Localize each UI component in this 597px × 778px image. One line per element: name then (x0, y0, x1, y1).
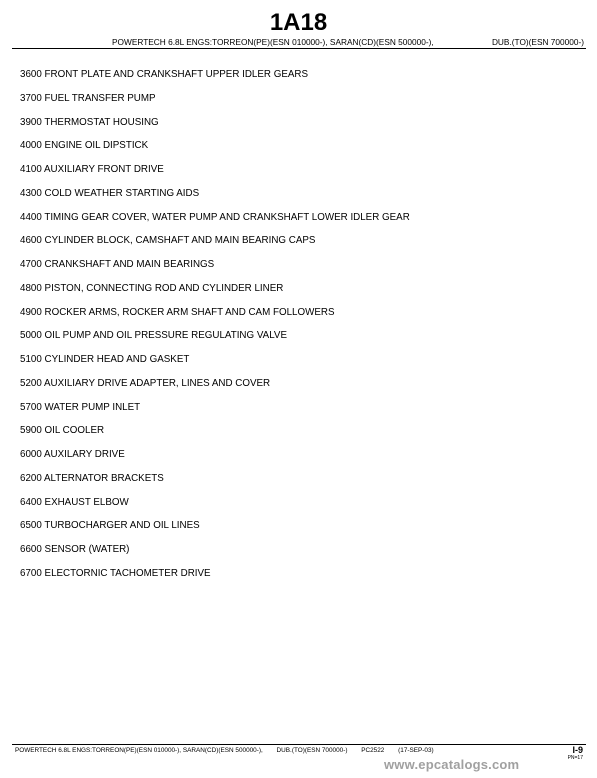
section-code: 5100 (20, 354, 42, 365)
section-title: CYLINDER BLOCK, CAMSHAFT AND MAIN BEARING CAPS (44, 235, 316, 247)
section-item[interactable] (20, 425, 580, 449)
section-code: 5700 (20, 401, 42, 413)
section-code: 3600 (20, 69, 42, 80)
footer-text (15, 747, 446, 754)
page-title: 1A18 (269, 9, 328, 36)
section-title: TIMING GEAR COVER, WATER PUMP AND CRANKSHAFT LOWER IDLER GEAR (44, 211, 410, 223)
section-title: PISTON, CONNECTING ROD AND CYLINDER LINER (44, 282, 284, 294)
section-title: THERMOSTAT HOUSING (44, 116, 159, 128)
section-code: 6400 (20, 496, 42, 508)
header-divider (12, 48, 586, 49)
section-item[interactable] (20, 449, 580, 473)
section-title: ROCKER ARMS, ROCKER ARM SHAFT AND CAM FOLLOWERS (44, 306, 335, 318)
section-title: AUXILARY DRIVE (43, 449, 125, 460)
section-code: 4000 (20, 140, 42, 152)
section-code: 4800 (20, 282, 42, 294)
section-code: 4600 (20, 235, 42, 247)
section-code: 3900 (20, 116, 42, 128)
section-code: 4300 (20, 187, 42, 199)
section-title: AUXILIARY FRONT DRIVE (43, 164, 164, 175)
section-item[interactable] (20, 188, 580, 212)
section-code: 6200 (20, 472, 42, 484)
section-item[interactable] (20, 473, 580, 497)
section-title: CYLINDER HEAD AND GASKET (44, 354, 190, 365)
section-title: COLD WEATHER STARTING AIDS (44, 187, 200, 199)
section-code: 5200 (20, 377, 42, 389)
section-title: OIL COOLER (44, 425, 105, 437)
footer-engines: POWERTECH 6.8L ENGS:TORREON(PE)(ESN 010000-), SARAN(CD)(ESN 500000-), (15, 747, 263, 754)
footer-catalog: PC2522 (361, 747, 385, 754)
section-list (20, 69, 580, 592)
section-item[interactable] (20, 544, 580, 568)
section-title: WATER PUMP INLET (44, 401, 141, 413)
section-code: 3700 (20, 92, 42, 104)
section-item[interactable] (20, 520, 580, 544)
section-code: 6600 (20, 544, 42, 555)
section-code: 5900 (20, 425, 42, 437)
section-item[interactable] (20, 212, 580, 236)
section-title: ALTERNATOR BRACKETS (43, 472, 164, 484)
section-item[interactable] (20, 354, 580, 378)
section-title: ENGINE OIL DIPSTICK (44, 140, 149, 152)
section-item[interactable] (20, 69, 580, 93)
section-code: 5000 (20, 330, 42, 342)
section-title: FRONT PLATE AND CRANKSHAFT UPPER IDLER GEARS (44, 69, 309, 80)
section-title: EXHAUST ELBOW (44, 496, 129, 508)
section-item[interactable] (20, 117, 580, 141)
section-item[interactable] (20, 235, 580, 259)
pn-number: PN=17 (567, 755, 583, 761)
footer-engines-dub: DUB.(TO)(ESN 700000-) (276, 747, 348, 754)
section-item[interactable] (20, 568, 580, 592)
section-code: 6000 (20, 449, 42, 460)
section-code: 6500 (20, 520, 42, 532)
section-code: 6700 (20, 567, 42, 579)
page-number: I-9 (572, 745, 583, 755)
watermark-link[interactable]: www.epcatalogs.com (384, 757, 520, 772)
section-title: TURBOCHARGER AND OIL LINES (44, 520, 200, 532)
section-item[interactable] (20, 330, 580, 354)
section-item[interactable] (20, 259, 580, 283)
section-item[interactable] (20, 378, 580, 402)
header-engines: POWERTECH 6.8L ENGS:TORREON(PE)(ESN 010000-), SARAN(CD)(ESN 500000-), (112, 37, 434, 47)
section-item[interactable] (20, 164, 580, 188)
section-item[interactable] (20, 140, 580, 164)
section-code: 4400 (20, 211, 42, 223)
section-item[interactable] (20, 497, 580, 521)
section-code: 4100 (20, 164, 42, 175)
section-item[interactable] (20, 402, 580, 426)
section-item[interactable] (20, 307, 580, 331)
footer-date: (17-SEP-03) (398, 747, 434, 754)
footer-divider (12, 744, 586, 745)
section-title: FUEL TRANSFER PUMP (44, 92, 156, 104)
section-title: CRANKSHAFT AND MAIN BEARINGS (44, 259, 215, 270)
section-title: ELECTORNIC TACHOMETER DRIVE (44, 567, 211, 579)
section-item[interactable] (20, 283, 580, 307)
section-title: SENSOR (WATER) (44, 544, 130, 555)
section-code: 4700 (20, 259, 42, 270)
section-item[interactable] (20, 93, 580, 117)
section-title: OIL PUMP AND OIL PRESSURE REGULATING VALVE (44, 330, 287, 342)
header-engines-dub: DUB.(TO)(ESN 700000-) (491, 37, 584, 47)
section-title: AUXILIARY DRIVE ADAPTER, LINES AND COVER (43, 377, 271, 389)
section-code: 4900 (20, 306, 42, 318)
